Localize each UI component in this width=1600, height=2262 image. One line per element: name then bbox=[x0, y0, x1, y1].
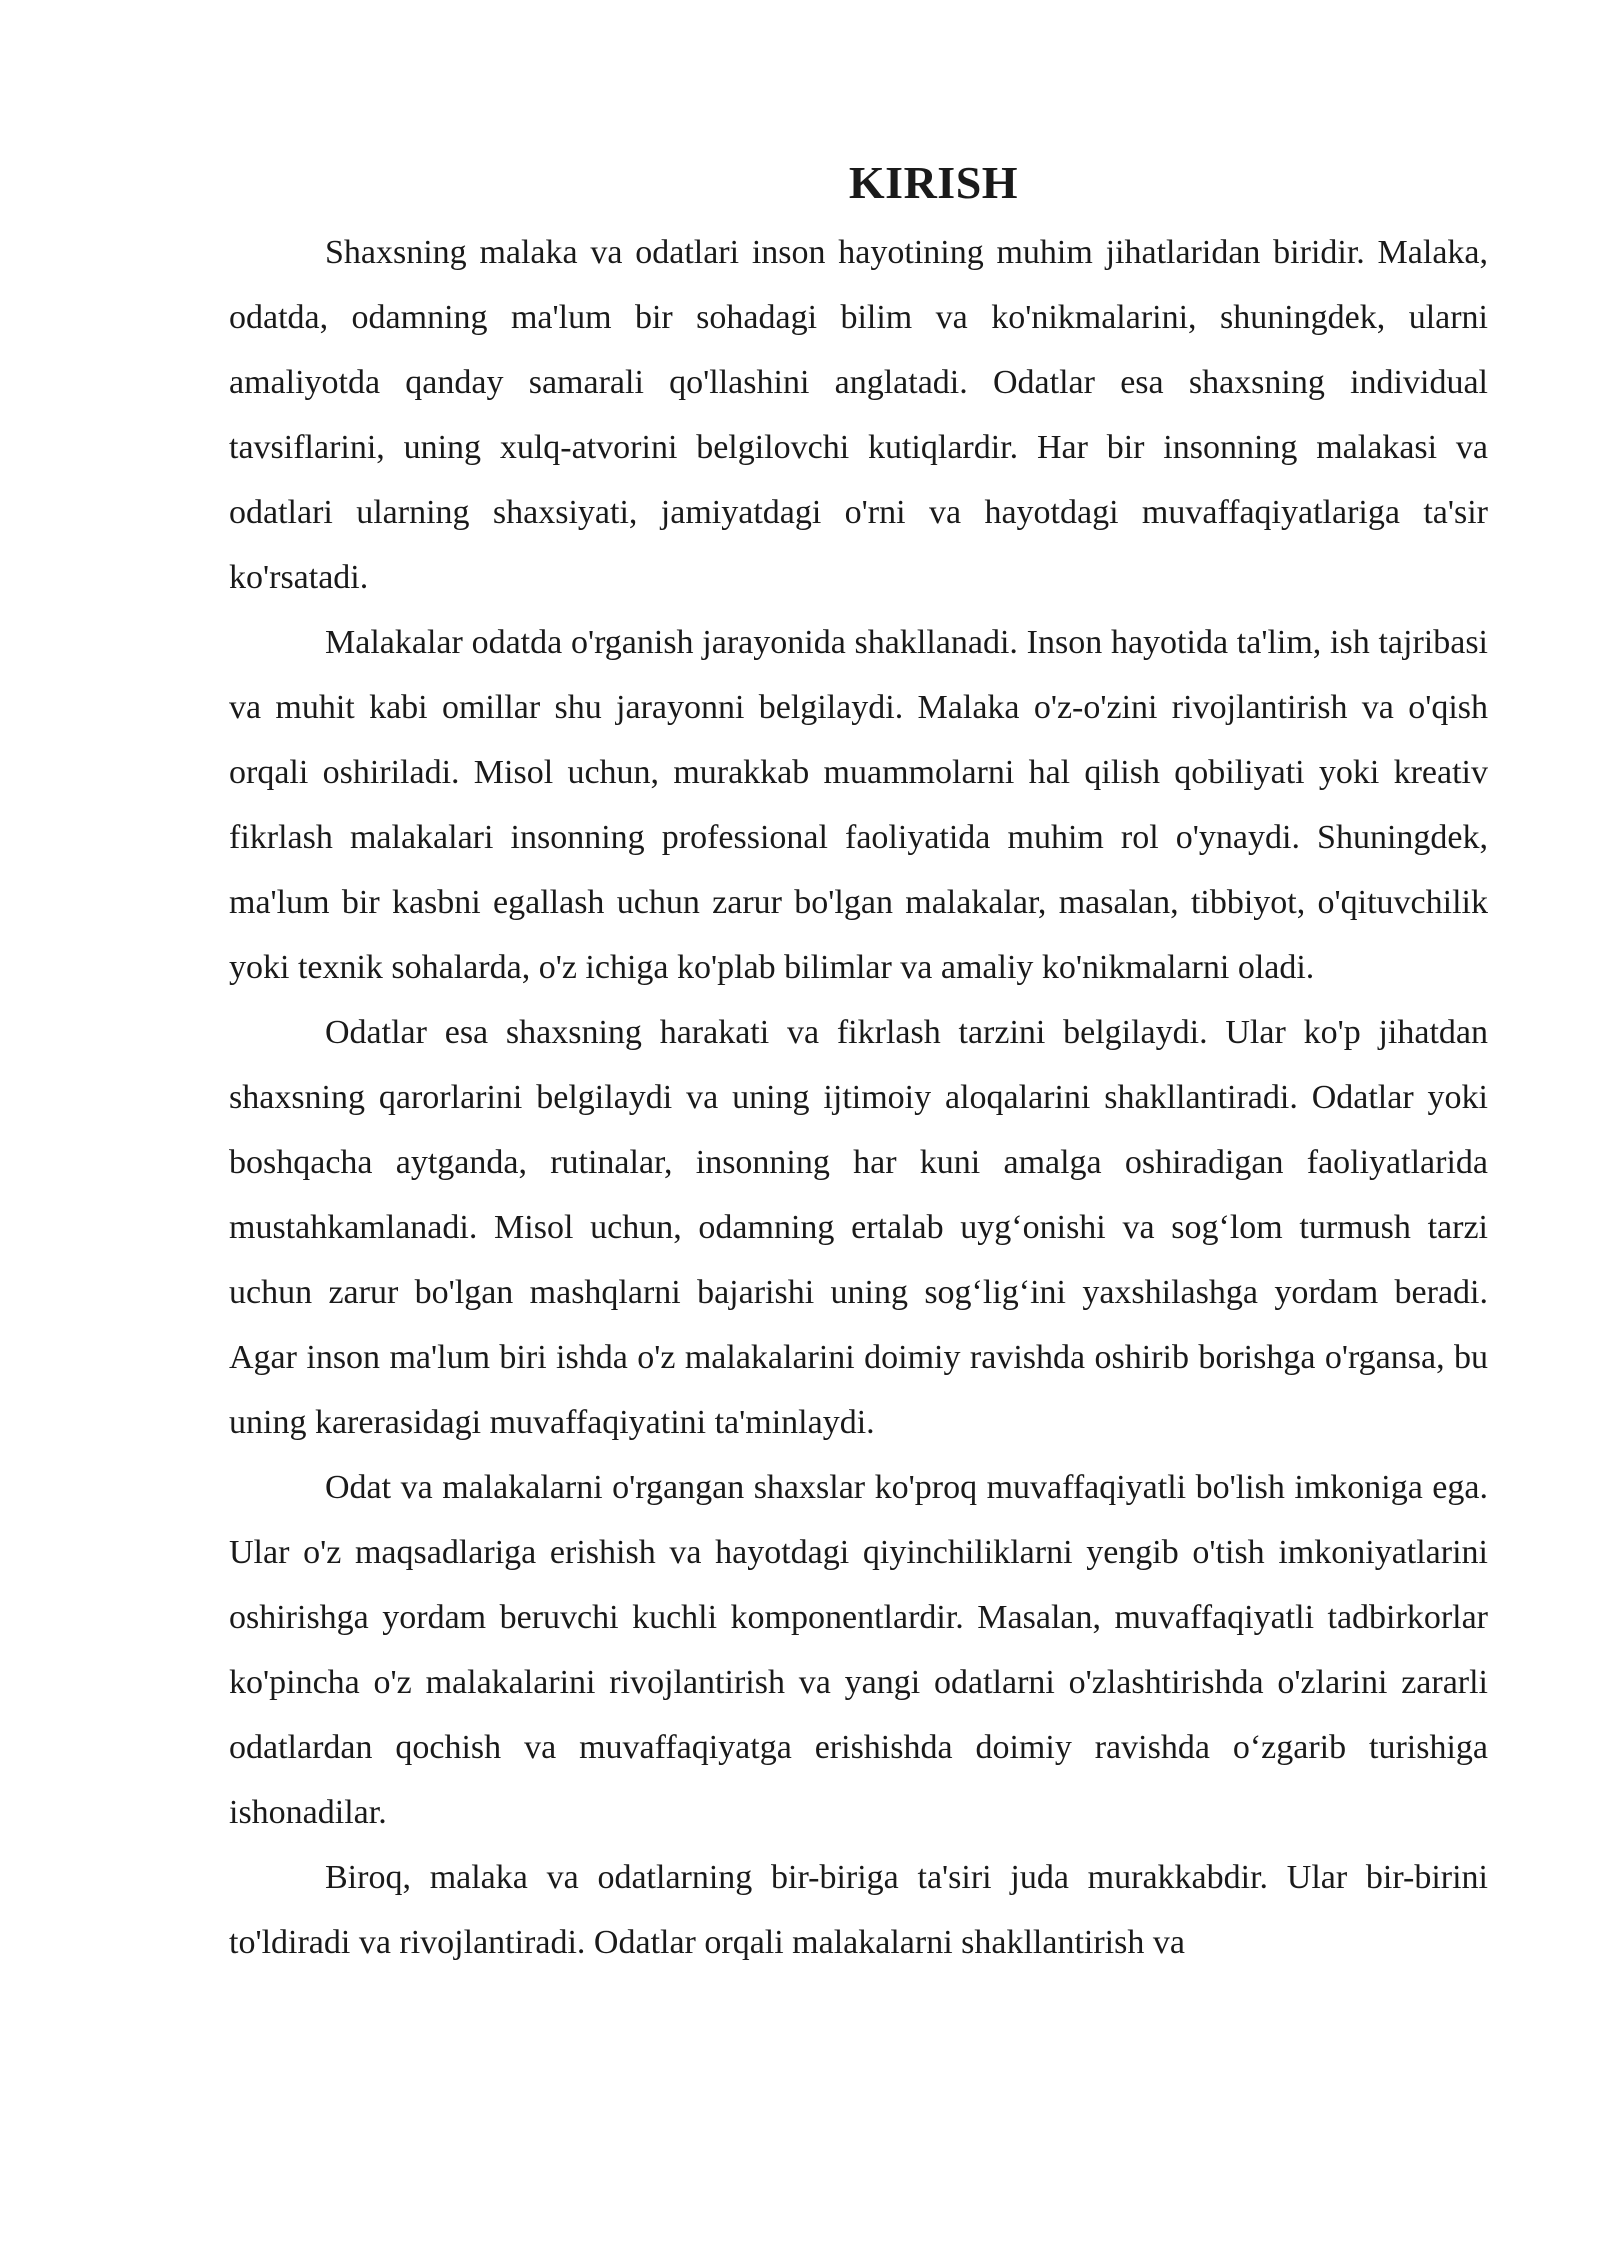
paragraph-3: Odatlar esa shaxsning harakati va fikrlash tarzini belgilaydi. Ular ko'p jihatdan shaxsning qarorlarini belgilaydi va uning ijtimoiy aloqalarini shakllantiradi. Odatlar yoki boshqacha aytganda, rutinalar, insonning har kuni amalga oshiradigan faoliyatlarida mustahkamlanadi. Misol uchun, odamning ertalab uyg‘onishi va sog‘lom turmush tarzi uchun zarur bo'lgan mashqlarni bajarishi uning sog‘lig‘ini yaxshilashga yordam beradi. Agar inson ma'lum biri ishda o'z malakalarini doimiy ravishda oshirib borishga o'rgansa, bu uning karerasidagi muvaffaqiyatini ta'minlaydi. bbox=[229, 1014, 1488, 1441]
document-title: KIRISH bbox=[848, 157, 1019, 208]
document-body bbox=[229, 148, 1488, 1975]
paragraph-1: Shaxsning malaka va odatlari inson hayotining muhim jihatlaridan biridir. Malaka, odatda, odamning ma'lum bir sohadagi bilim va ko'nikmalarini, shuningdek, ularni amaliyotda qanday samarali qo'llashini anglatadi. Odatlar esa shaxsning individual tavsiflarini, uning xulq-atvorini belgilovchi kutiqlardir. Har bir insonning malakasi va odatlari ularning shaxsiyati, jamiyatdagi o'rni va hayotdagi muvaffaqiyatlariga ta'sir ko'rsatadi. bbox=[229, 234, 1488, 596]
paragraph-5: Biroq, malaka va odatlarning bir-biriga ta'siri juda murakkabdir. Ular bir-birini to'ldiradi va rivojlantiradi. Odatlar orqali malakalarni shakllantirish va bbox=[229, 1859, 1488, 1961]
paragraph-2: Malakalar odatda o'rganish jarayonida shakllanadi. Inson hayotida ta'lim, ish tajribasi va muhit kabi omillar shu jarayonni belgilaydi. Malaka o'z-o'zini rivojlantirish va o'qish orqali oshiriladi. Misol uchun, murakkab muammolarni hal qilish qobiliyati yoki kreativ fikrlash malakalari insonning professional faoliyatida muhim rol o'ynaydi. Shuningdek, ma'lum bir kasbni egallash uchun zarur bo'lgan malakalar, masalan, tibbiyot, o'qituvchilik yoki texnik sohalarda, o'z ichiga ko'plab bilimlar va amaliy ko'nikmalarni oladi. bbox=[229, 624, 1488, 986]
paragraph-4: Odat va malakalarni o'rgangan shaxslar ko'proq muvaffaqiyatli bo'lish imkoniga ega. Ular o'z maqsadlariga erishish va hayotdagi qiyinchiliklarni yengib o'tish imkoniyatlarini oshirishga yordam beruvchi kuchli komponentlardir. Masalan, muvaffaqiyatli tadbirkorlar ko'pincha o'z malakalarini rivojlantirish va yangi odatlarni o'zlashtirishda o'zlarini zararli odatlardan qochish va muvaffaqiyatga erishishda doimiy ravishda o‘zgarib turishiga ishonadilar. bbox=[229, 1469, 1488, 1831]
